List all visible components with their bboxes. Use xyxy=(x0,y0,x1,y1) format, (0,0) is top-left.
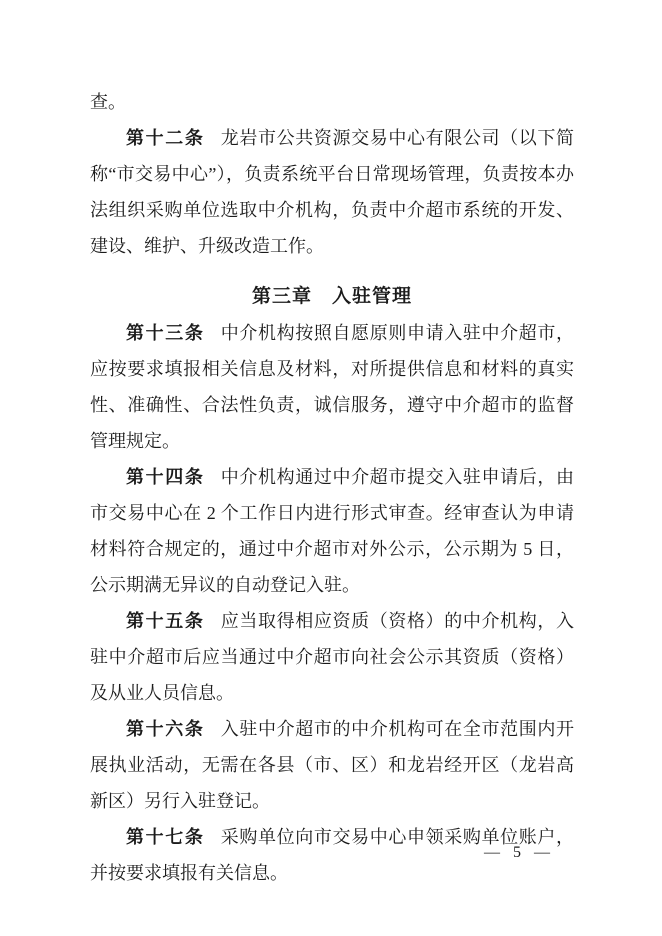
article-15-text: 应当取得相应资质（资格）的中介机构，入驻中介超市后应当通过中介超市向社会公示其资质（资格）及从业人员信息。 xyxy=(90,611,575,703)
article-16-number: 第十六条 xyxy=(126,719,205,739)
paragraph-continuation xyxy=(90,84,574,120)
article-13-text: 中介机构按照自愿原则申请入驻中介超市，应按要求填报相关信息及材料，对所提供信息和材料的真实性、准确性、合法性负责，诚信服务，遵守中介超市的监督管理规定。 xyxy=(90,323,575,451)
chapter-3-heading: 第三章 入驻管理 xyxy=(251,286,412,307)
article-12-text: 龙岩市公共资源交易中心有限公司（以下简称“市交易中心”），负责系统平台日常现场管理，负责按本办法组织采购单位选取中介机构，负责中介超市系统的开发、建设、维护、升级改造工作。 xyxy=(90,128,575,256)
article-15-paragraph xyxy=(90,603,574,711)
continuation-text: 查。 xyxy=(90,92,126,112)
document-body xyxy=(90,84,574,891)
article-12-paragraph xyxy=(90,120,574,264)
article-17-text: 采购单位向市交易中心申领采购单位账户，并按要求填报有关信息。 xyxy=(90,827,575,883)
article-16-text: 入驻中介超市的中介机构可在全市范围内开展执业活动，无需在各县（市、区）和龙岩经开区（龙岩高新区）另行入驻登记。 xyxy=(90,719,575,811)
article-15-number: 第十五条 xyxy=(126,611,205,631)
article-13-paragraph xyxy=(90,315,574,459)
article-14-text: 中介机构通过中介超市提交入驻申请后，由市交易中心在 2 个工作日内进行形式审查。经审查认为申请材料符合规定的，通过中介超市对外公示，公示期为 5 日，公示期满无异议的自动登记入驻。 xyxy=(90,467,575,595)
page-number: — 5 — xyxy=(484,844,550,861)
article-17-number: 第十七条 xyxy=(126,827,205,847)
article-14-number: 第十四条 xyxy=(126,467,205,487)
article-14-paragraph xyxy=(90,459,574,603)
article-13-number: 第十三条 xyxy=(126,323,205,343)
article-16-paragraph xyxy=(90,711,574,819)
article-12-number: 第十二条 xyxy=(126,128,205,148)
